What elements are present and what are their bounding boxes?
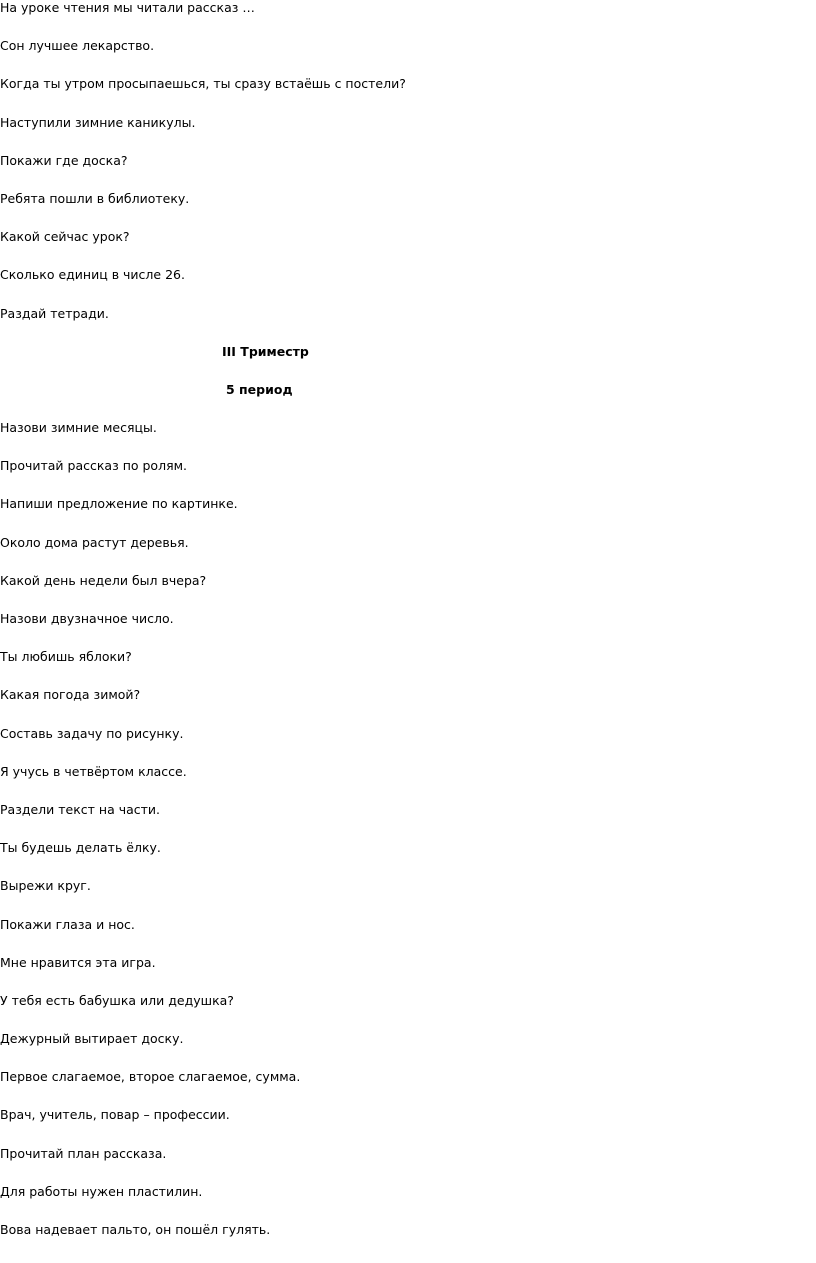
sentence-line: У тебя есть бабушка или дедушка? <box>0 992 234 1008</box>
sentence-line: Прочитай план рассказа. <box>0 1145 167 1161</box>
sentence-line: На уроке чтения мы читали рассказ … <box>0 0 255 15</box>
sentence-line: Вырежи круг. <box>0 878 91 894</box>
sentence-line: Составь задачу по рисунку. <box>0 725 184 741</box>
sentence-line: Какой сейчас урок? <box>0 229 130 245</box>
sentence-line: Назови двузначное число. <box>0 611 174 626</box>
sentence-line: Наступили зимние каникулы. <box>0 114 196 130</box>
sentence-line: Напиши предложение по картинке. <box>0 496 238 512</box>
sentence-line: Ребята пошли в библиотеку. <box>0 190 190 206</box>
sentence-line: Около дома растут деревья. <box>0 534 189 550</box>
trimester-heading: III Триместр <box>222 343 309 359</box>
sentence-line: Первое слагаемое, второе слагаемое, сумма. <box>0 1069 301 1085</box>
period-heading: 5 период <box>226 381 293 397</box>
sentence-line: Раздай тетради. <box>0 305 109 321</box>
sentence-line: Назови зимние месяцы. <box>0 420 157 436</box>
sentence-line: Вова надевает пальто, он пошёл гулять. <box>0 1222 271 1237</box>
sentence-line: Сон лучшее лекарство. <box>0 38 155 54</box>
sentence-line: Покажи глаза и нос. <box>0 916 135 932</box>
sentence-line: Мне нравится эта игра. <box>0 954 156 970</box>
sentence-line: Ты будешь делать ёлку. <box>0 840 161 856</box>
sentence-line: Сколько единиц в числе 26. <box>0 267 185 283</box>
sentence-line: Для работы нужен пластилин. <box>0 1183 203 1199</box>
sentence-line: Когда ты утром просыпаешься, ты сразу встаёшь с постели? <box>0 76 406 92</box>
sentence-line: Какая погода зимой? <box>0 687 141 703</box>
sentence-line: Раздели текст на части. <box>0 801 161 817</box>
sentence-line: Врач, учитель, повар – профессии. <box>0 1107 230 1123</box>
sentence-line: Дежурный вытирает доску. <box>0 1031 184 1047</box>
sentence-line: Какой день недели был вчера? <box>0 572 207 588</box>
sentence-line: Прочитай рассказ по ролям. <box>0 458 187 474</box>
sentence-line: Ты любишь яблоки? <box>0 649 132 665</box>
sentence-line: Я учусь в четвёртом классе. <box>0 763 187 779</box>
sentence-line: Покажи где доска? <box>0 152 128 168</box>
